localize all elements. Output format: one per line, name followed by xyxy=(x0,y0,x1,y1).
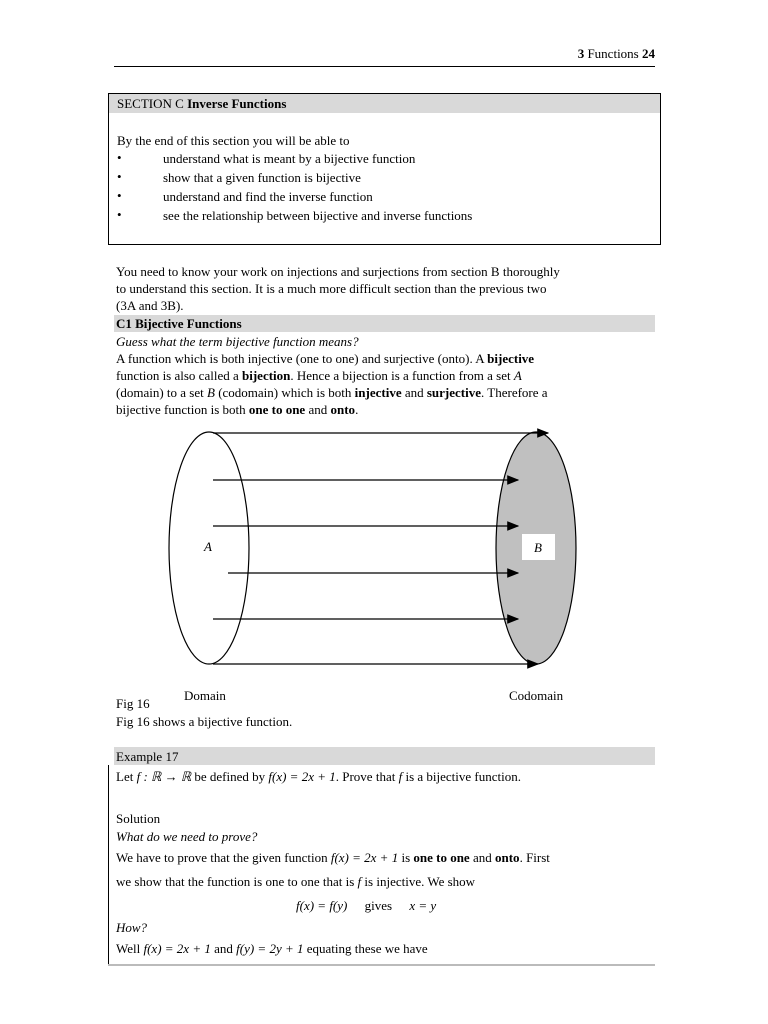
c1-heading: C1 Bijective Functions xyxy=(116,316,242,331)
bullet-icon: • xyxy=(117,207,122,222)
figure-caption: Fig 16 shows a bijective function. xyxy=(116,714,293,729)
domain-caption: Domain xyxy=(184,688,226,703)
solution-heading: Solution xyxy=(116,811,161,826)
section-intro: By the end of this section you will be able to xyxy=(117,133,350,148)
figure-label: Fig 16 xyxy=(116,696,150,711)
c1-body xyxy=(116,333,656,418)
example-heading-bar xyxy=(114,747,655,765)
section-objectives-box: SECTION C Inverse Functions By the end of this section you will be able to • understand what is meant by a bijective function • show that a given function is bijective • understand and find the inverse function • see the relationship between bijective and inverse functions xyxy=(108,93,661,245)
bullet-icon: • xyxy=(117,188,122,203)
c1-line-1: A function which is both injective (one to one) and surjective (onto). A bijective xyxy=(116,351,535,366)
codomain-set-label: B xyxy=(534,540,542,555)
solution-line-1: We have to prove that the given function f(x) = 2x + 1 is one to one and onto. First xyxy=(116,850,550,865)
intro-paragraph: You need to know your work on injections and surjections from section B thoroughly to understand this section. It is a much more difficult section than the previous two (3A and 3B). xyxy=(116,264,560,313)
section-title: SECTION C Inverse Functions xyxy=(117,96,287,111)
example-title: Example 17 xyxy=(116,749,179,764)
domain-set-label: A xyxy=(204,539,212,554)
injective-equation: f(x) = f(y) gives x = y xyxy=(296,898,437,913)
header-rule xyxy=(114,66,655,67)
example-bottom-border xyxy=(108,964,655,966)
c1-line-4: bijective function is both one to one and onto. xyxy=(116,402,359,417)
solution-line-3: Well f(x) = 2x + 1 and f(y) = 2y + 1 equating these we have xyxy=(116,941,428,956)
page-number: 24 xyxy=(642,46,655,61)
c1-question: Guess what the term bijective function means? xyxy=(116,334,359,349)
example-left-border xyxy=(108,765,109,965)
chapter-name: Functions xyxy=(587,46,639,61)
page-header xyxy=(578,46,655,62)
bullet-icon: • xyxy=(117,169,122,184)
solution-line-2: we show that the function is one to one that is f is injective. We show xyxy=(116,874,476,889)
bullet-icon: • xyxy=(117,150,122,165)
solution-question-2: How? xyxy=(116,920,148,935)
example-statement: Let f : ℝ → ℝ be defined by f(x) = 2x + 1. Prove that f is a bijective function. xyxy=(116,769,521,784)
chapter-number: 3 xyxy=(577,46,585,61)
codomain-caption: Codomain xyxy=(509,688,564,703)
solution-question-1: What do we need to prove? xyxy=(116,829,258,844)
bijection-diagram xyxy=(160,424,590,674)
c1-line-2: function is also called a bijection. Hence a bijection is a function from a set A xyxy=(116,368,522,383)
c1-line-3: (domain) to a set B (codomain) which is both injective and surjective. Therefore a xyxy=(116,385,548,400)
